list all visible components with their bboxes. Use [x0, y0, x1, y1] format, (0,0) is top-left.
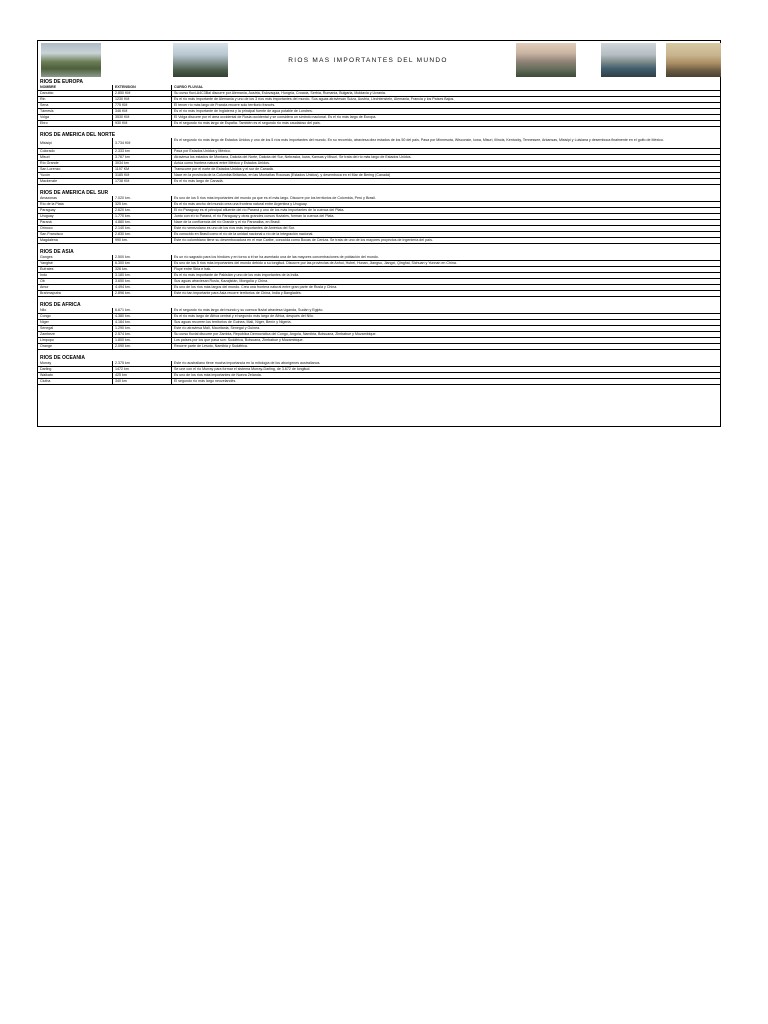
- river-name-cell[interactable]: Sena: [38, 103, 113, 108]
- river-name-cell[interactable]: Indo: [38, 273, 113, 278]
- river-extension-cell[interactable]: 1.800 km.: [113, 338, 172, 343]
- river-extension-cell[interactable]: 1230 KM: [113, 97, 172, 102]
- river-course-cell[interactable]: Es el río más importante de Alemania y uno de los 3 ríos más importantes del mundo. Sus aguas atraviesan Suiza, Austria, Liechtenstein, Alemania, Francia y los Países Bajos.: [174, 97, 455, 101]
- river-extension-cell[interactable]: 1.770 km.: [113, 214, 172, 219]
- river-course-cell[interactable]: Actúa como frontera natural entre México y Estados Unidos.: [174, 161, 270, 165]
- river-extension-cell[interactable]: 2.500 km.: [113, 255, 172, 260]
- river-course-cell[interactable]: Nace en la provincia de la Columbia Británica, en las Montañas Rocosas (Estados Unidos), y desemboca en el Mar de Bering (Canadá): [174, 173, 391, 177]
- river-name-cell[interactable]: Darling: [38, 367, 113, 372]
- river-name-cell[interactable]: Yucón: [38, 173, 113, 178]
- river-name-cell[interactable]: Paraguay: [38, 208, 113, 213]
- river-course-cell[interactable]: El tercer río más largo de Francia recorre solo territorio francés.: [174, 103, 276, 107]
- river-extension-cell[interactable]: 775 KM: [113, 103, 172, 108]
- river-extension-cell[interactable]: 4.880 km.: [113, 220, 172, 225]
- document-title: RIOS MAS IMPORTANTES DEL MUNDO: [288, 57, 448, 64]
- river-name-cell[interactable]: San Francisco: [38, 232, 113, 237]
- river-name-cell[interactable]: Misisipi: [38, 138, 113, 148]
- river-name-cell[interactable]: Rin: [38, 97, 113, 102]
- river-course-cell[interactable]: Este río venezolano es uno de los ríos más importantes de América del Sur.: [174, 226, 295, 230]
- river-course-cell[interactable]: Es el segundo río más largo de España. También es el segundo río más caudaloso del país.: [174, 121, 321, 125]
- river-extension-cell[interactable]: 340 km: [113, 379, 172, 384]
- river-name-cell[interactable]: Orinoco: [38, 226, 113, 231]
- river-course-cell[interactable]: Sus aguas atraviesan Rusia, Kazajistán, Mongolia y China.: [174, 279, 269, 283]
- river-name-cell[interactable]: Éufrates: [38, 267, 113, 272]
- river-course-cell[interactable]: Es uno de los 5 ríos más importantes del mundo debido a su longitud. Discurre por las provincias de Anhui, Hubei, Hunan, Jiangsu, Jiangxi, Qinghai, Sichuan y Yunnan en China.: [174, 261, 457, 265]
- river-name-cell[interactable]: San Lorenzo: [38, 167, 113, 172]
- river-name-cell[interactable]: Yangtsé: [38, 261, 113, 266]
- column-header-course: CURSO FLUVIAL: [174, 85, 204, 89]
- river-course-cell[interactable]: Este río atraviesa Malí, Mauritania, Senegal y Guinea.: [174, 326, 261, 330]
- title-banner: [38, 41, 720, 78]
- river-course-cell[interactable]: Es el río más largo de Canadá.: [174, 179, 224, 183]
- river-extension-cell[interactable]: 6.300 km: [113, 261, 172, 266]
- river-extension-cell[interactable]: 4.494 km.: [113, 285, 172, 290]
- river-course-cell[interactable]: Nace de la confluencia del río Grande y el río Paranaiba, en Brasil.: [174, 220, 281, 224]
- river-course-cell[interactable]: Este río australiano tiene mucha importancia en la mitología de los aborígenes australianos.: [174, 361, 321, 365]
- river-extension-cell[interactable]: 2.375 km: [113, 361, 172, 366]
- river-course-cell[interactable]: Es un río sagrado para los hindúes y en torno a él se ha asentado una de las mayores concentraciones de población del mundo.: [174, 255, 379, 259]
- river-extension-cell[interactable]: 1472 km: [113, 367, 172, 372]
- river-course-cell[interactable]: Este río colombiano tiene su desembocadura en el mar Caribe, conocida como Bocas de Ceniza. Se trata de uno de los mayores proyectos de ingeniería del país.: [174, 238, 433, 242]
- river-extension-cell[interactable]: 2.830 km.: [113, 232, 172, 237]
- column-header-name: NOMBRE: [38, 85, 113, 90]
- river-extension-cell[interactable]: 2.620 km.: [113, 208, 172, 213]
- river-name-cell[interactable]: Amazonas: [38, 196, 113, 201]
- river-name-cell[interactable]: Ebro: [38, 121, 113, 126]
- river-name-cell[interactable]: Magdalena: [38, 238, 113, 243]
- river-extension-cell[interactable]: 930 KM: [113, 121, 172, 126]
- river-course-cell[interactable]: Se une con el río Murray para formar el sistema Murray-Darling, de 3.672 de longitud.: [174, 367, 311, 371]
- river-extension-cell[interactable]: 425 km: [113, 373, 172, 378]
- river-extension-cell[interactable]: 2.333 km: [113, 149, 172, 154]
- river-photo: [601, 43, 656, 77]
- river-name-cell[interactable]: Congo: [38, 314, 113, 319]
- river-course-cell[interactable]: Es uno de los ríos más largos del mundo. Crea una frontera natural entre gran parte de Rusia y China.: [174, 285, 338, 289]
- river-name-cell[interactable]: Níger: [38, 320, 113, 325]
- section-heading: RIOS DE AMERICA DEL NORTE: [40, 132, 116, 138]
- river-extension-cell[interactable]: 4.380 km.: [113, 314, 172, 319]
- river-course-cell[interactable]: Transcurre por el norte de Estados Unidos y el sur de Canadá.: [174, 167, 274, 171]
- section-heading: RIOS DE ASIA: [40, 249, 74, 255]
- river-extension-cell[interactable]: 6.671 km.: [113, 308, 172, 313]
- river-photo: [173, 43, 228, 77]
- river-course-cell[interactable]: Su curso fluvial discurre por Zambia, República Democrática del Congo, Angola, Namibia, Botsuana, Zimbabue y Mozambique.: [174, 332, 377, 336]
- river-extension-cell[interactable]: 3034 km: [113, 161, 172, 166]
- river-course-cell[interactable]: El río Paraguay es el principal afluente del río Paraná y uno de los más importantes de la cuenca del Plata.: [174, 208, 345, 212]
- table-row: [38, 379, 720, 385]
- river-photo: [41, 43, 101, 77]
- river-name-cell[interactable]: Ob: [38, 279, 113, 284]
- river-name-cell[interactable]: Río de la Plata: [38, 202, 113, 207]
- river-course-cell[interactable]: Este río tan importante para Asia recorre territorios de China, India y Bangladés.: [174, 291, 302, 295]
- section-heading: RIOS DE AMERICA DEL SUR: [40, 190, 109, 196]
- river-name-cell[interactable]: Nilo: [38, 308, 113, 313]
- river-extension-cell[interactable]: 2.140 km.: [113, 226, 172, 231]
- river-extension-cell[interactable]: 3530 KM: [113, 115, 172, 120]
- river-extension-cell[interactable]: 4.184 km.: [113, 320, 172, 325]
- river-extension-cell[interactable]: 326 km.: [113, 267, 172, 272]
- river-name-cell[interactable]: Clutha: [38, 379, 113, 384]
- river-extension-cell[interactable]: 1.290 km.: [113, 326, 172, 331]
- river-name-cell[interactable]: Paraná: [38, 220, 113, 225]
- section-heading: RIOS DE AFRICA: [40, 302, 81, 308]
- river-course-cell[interactable]: Es uno de los ríos más importantes de Nueva Zelanda.: [174, 373, 262, 377]
- river-name-cell[interactable]: Mackenzie: [38, 179, 113, 184]
- river-course-cell[interactable]: Sus aguas recorren los territorios de Guinea, Malí, Níger, Benín y Nigeria.: [174, 320, 292, 324]
- river-extension-cell[interactable]: 346 KM: [113, 109, 172, 114]
- river-extension-cell[interactable]: 1197 KM: [113, 167, 172, 172]
- section-heading: RIOS DE OCEANIA: [40, 355, 86, 361]
- river-course-cell[interactable]: Fluye entre Siria e Irak.: [174, 267, 212, 271]
- river-course-cell[interactable]: Es uno de los 5 ríos más importantes del mundo ya que es el más largo. Discurre por los territorios de Colombia, Perú y Brasil.: [174, 196, 376, 200]
- river-name-cell[interactable]: Zambeze: [38, 332, 113, 337]
- river-extension-cell[interactable]: 325 km.: [113, 202, 172, 207]
- river-course-cell[interactable]: El Volga discurre por el área occidental de Rusia occidental y se considera un símbolo nacional. Es el río más largo de Europa.: [174, 115, 377, 119]
- river-extension-cell[interactable]: 2.896 km.: [113, 291, 172, 296]
- river-extension-cell[interactable]: 3.180 km.: [113, 273, 172, 278]
- river-name-cell[interactable]: Murray: [38, 361, 113, 366]
- river-extension-cell[interactable]: 990 km.: [113, 238, 172, 243]
- river-course-cell[interactable]: Es el segundo río más largo del mundo y su cuenca fluvial atraviesa Uganda, Sudán y Egipto.: [174, 308, 324, 312]
- river-course-cell[interactable]: El segundo río más largo neozelandés.: [174, 379, 237, 383]
- river-course-cell[interactable]: Pasa por Estados Unidos y México.: [174, 149, 231, 153]
- river-course-cell[interactable]: Es el río más importante de Inglaterra y la principal fuente de agua potable de Londres.: [174, 109, 313, 113]
- column-header-extension: EXTENSION: [113, 85, 172, 90]
- river-name-cell[interactable]: Orange: [38, 344, 113, 349]
- river-photo: [516, 43, 576, 77]
- river-course-cell[interactable]: Es el segundo río más largo de Estados Unidos y uno de los 5 ríos más importantes del mundo. En su recorrido, atraviesa diez estados de los 50 del país. Pasa por Minnesota, Wisconsin, Iowa, Misuri, Illinois, Kentucky, Tennessee, Arkansas, Misisipi y Luisiana y desemboca finalmente en el golfo de México.: [174, 138, 664, 142]
- river-name-cell[interactable]: Senegal: [38, 326, 113, 331]
- river-course-cell[interactable]: Es conocido en Brasil como el río de la unidad nacional o río de la integración nacional.: [174, 232, 314, 236]
- river-extension-cell[interactable]: 2.090 km.: [113, 344, 172, 349]
- river-extension-cell[interactable]: 1738 KM: [113, 179, 172, 184]
- river-course-cell[interactable]: Su curso fluvi-A4C3Bal discurre por Alemania, Austria, Eslovaquia, Hungría, Croacia, Serbia, Rumania, Bulgaria, Moldavia y Ucrania.: [174, 91, 386, 95]
- river-course-cell[interactable]: Recorre parte de Lesoto, Namibia y Sudáfrica.: [174, 344, 248, 348]
- river-name-cell[interactable]: Waikato: [38, 373, 113, 378]
- rivers-table: [38, 79, 720, 385]
- river-photo: [666, 43, 721, 77]
- river-extension-cell[interactable]: 3.767 km: [113, 155, 172, 160]
- river-name-cell[interactable]: Volga: [38, 115, 113, 120]
- river-extension-cell[interactable]: 2.574 km.: [113, 332, 172, 337]
- river-name-cell[interactable]: Danubio: [38, 91, 113, 96]
- river-course-cell[interactable]: Los países por los que pasa son: Sudáfrica, Botsuana, Zimbabue y Mozambique.: [174, 338, 304, 342]
- river-extension-cell[interactable]: 3.734 KM: [113, 138, 172, 148]
- river-extension-cell[interactable]: 2.850 KM: [113, 91, 172, 96]
- river-extension-cell[interactable]: 3185 KM: [113, 173, 172, 178]
- river-name-cell[interactable]: Amur: [38, 285, 113, 290]
- river-course-cell[interactable]: Atraviesa los estados de Montana, Dakota del Norte, Dakota del Sur, Nebraska, Iowa, Kansas y Misuri. Se trata del río más largo de Estados Unidos.: [174, 155, 412, 159]
- river-course-cell[interactable]: Es el río más importante de Pakistán y uno de los más importantes de la India.: [174, 273, 300, 277]
- river-course-cell[interactable]: Junto con el río Paraná, el río Paraguay y otras grandes cursos fluviales, forman la cuenca del Plata.: [174, 214, 335, 218]
- table-row: [38, 138, 720, 149]
- spreadsheet-page: [37, 40, 721, 427]
- river-extension-cell[interactable]: 3.650 km.: [113, 279, 172, 284]
- river-name-cell[interactable]: Brahmaputra: [38, 291, 113, 296]
- river-name-cell[interactable]: Misuri: [38, 155, 113, 160]
- section-heading: RIOS DE EUROPA: [40, 79, 83, 85]
- river-name-cell[interactable]: Támesis: [38, 109, 113, 114]
- river-name-cell[interactable]: Colorado: [38, 149, 113, 154]
- river-name-cell[interactable]: Uruguay: [38, 214, 113, 219]
- river-course-cell[interactable]: Es el río más largo de África central y el segundo más largo de África, después del Nilo.: [174, 314, 314, 318]
- river-course-cell[interactable]: Es el río más ancho del mundo crea una frontera natural entre Argentina y Uruguay.: [174, 202, 308, 206]
- river-name-cell[interactable]: Limpopo: [38, 338, 113, 343]
- river-name-cell[interactable]: Ganges: [38, 255, 113, 260]
- river-extension-cell[interactable]: 7.020 km.: [113, 196, 172, 201]
- river-name-cell[interactable]: Río Grande: [38, 161, 113, 166]
